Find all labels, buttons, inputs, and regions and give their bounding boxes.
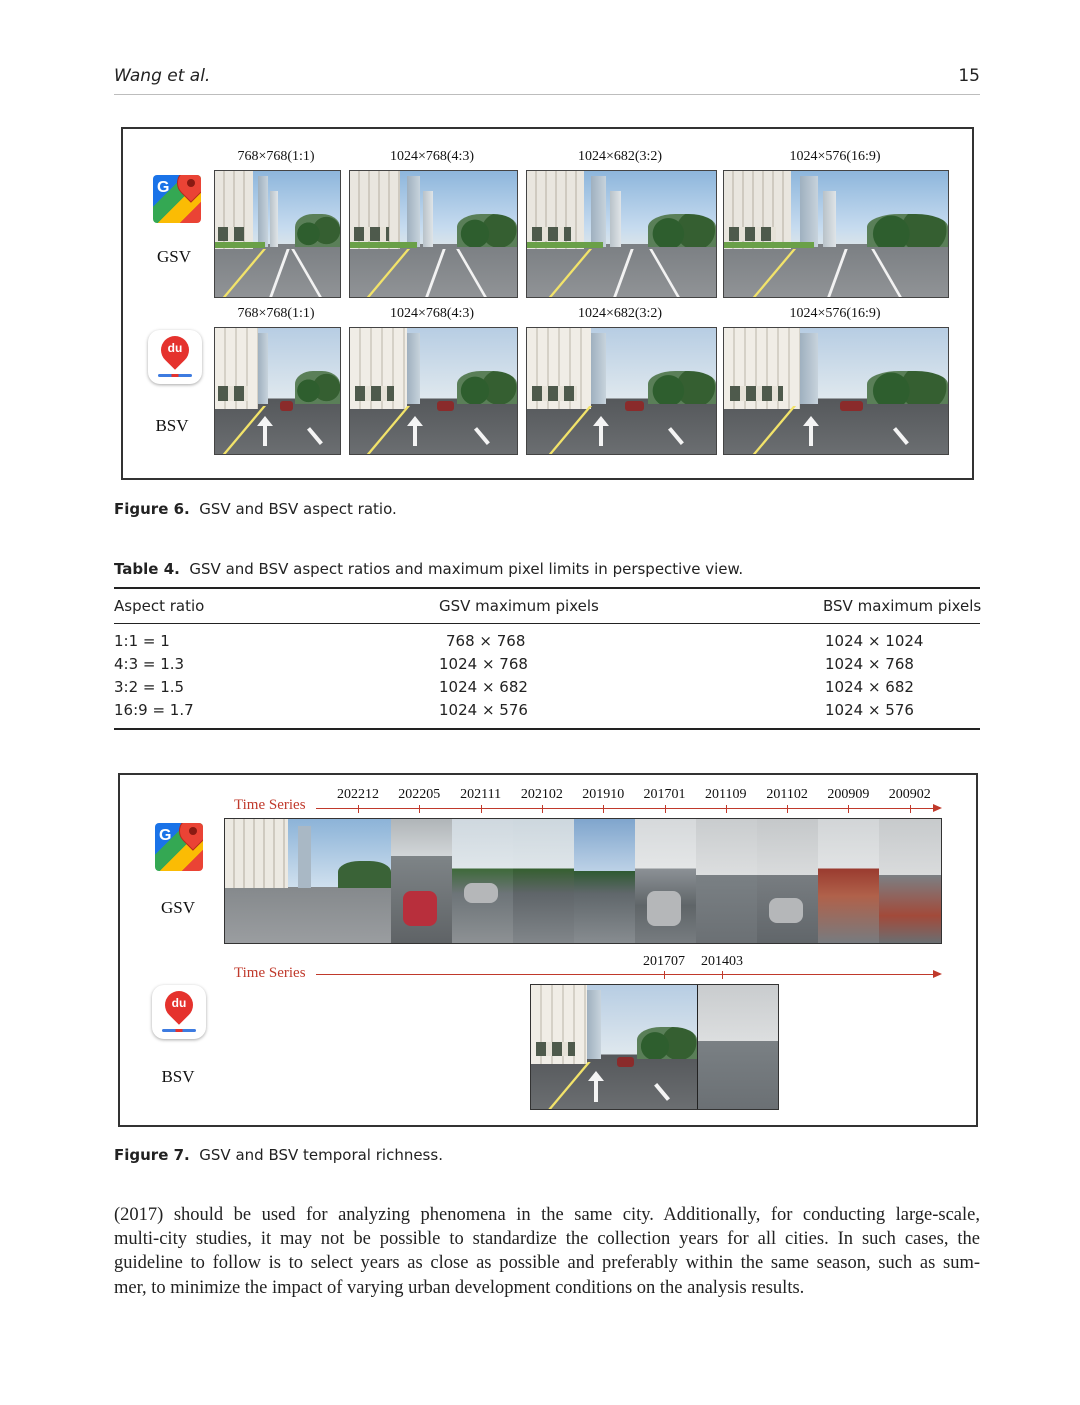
gsv-date-label: 200909 (827, 787, 870, 802)
gsv-date-tick (603, 805, 604, 813)
gsv-date-tick (419, 805, 420, 813)
table-header-gsv: GSV maximum pixels (439, 597, 599, 615)
table-cell: 1024 × 576 (439, 701, 528, 719)
figure-6-caption-label: Figure 6. (114, 500, 190, 518)
bsv-time-slice (531, 985, 698, 1109)
figure-7 (118, 773, 978, 1127)
gsv-date-tick (848, 805, 849, 813)
gsv-image-3x2 (526, 170, 717, 298)
bsv-ratio-label: 1024×576(16:9) (789, 306, 881, 321)
gsv-time-series-label: Time Series (234, 797, 306, 813)
table-cell: 1024 × 768 (825, 655, 914, 673)
bsv-image-3x2 (526, 327, 717, 455)
gsv-time-slice (574, 819, 636, 943)
table-top-rule (114, 587, 980, 589)
table-cell: 1024 × 576 (825, 701, 914, 719)
gsv-date-label: 202102 (520, 787, 563, 802)
table-cell: 16:9 = 1.7 (114, 701, 194, 719)
table-cell: 1024 × 682 (439, 678, 528, 696)
body-line: guideline to follow is to select years as close as possible and preferably within the same season, such as sum- (114, 1253, 980, 1274)
table-4-caption (114, 560, 743, 578)
gsv-time-slice (391, 819, 453, 943)
gsv-label: GSV (160, 898, 195, 917)
figure-6-caption (114, 500, 397, 518)
running-header-author: Wang et al. (114, 66, 211, 86)
bsv-label: BSV (155, 416, 189, 435)
google-maps-icon: G (153, 175, 201, 223)
gsv-image-4x3 (349, 170, 518, 298)
figure-7-caption-text: GSV and BSV temporal richness. (199, 1146, 443, 1164)
body-line: mer, to minimize the impact of varying urban development conditions on the analysis results. (114, 1277, 805, 1298)
table-cell: 1024 × 768 (439, 655, 528, 673)
gsv-ratio-label: 768×768(1:1) (237, 149, 315, 164)
bsv-timeline-axis (316, 974, 940, 975)
table-header-bsv: BSV maximum pixels (823, 597, 982, 615)
gsv-date-label: 201102 (766, 787, 808, 802)
figure-7-caption-label: Figure 7. (114, 1146, 190, 1164)
gsv-image-16x9 (723, 170, 949, 298)
bsv-image-1x1 (214, 327, 341, 455)
table-bottom-rule (114, 728, 980, 730)
gsv-ratio-label: 1024×682(3:2) (577, 149, 663, 164)
gsv-date-label: 201910 (582, 787, 625, 802)
gsv-date-tick (726, 805, 727, 813)
running-header (114, 66, 980, 95)
gsv-temporal-strip (224, 818, 942, 944)
bsv-ratio-label: 1024×768(4:3) (389, 306, 475, 321)
table-header-aspect-ratio: Aspect ratio (114, 597, 205, 615)
bsv-temporal-strip (530, 984, 779, 1110)
figure-7-caption (114, 1146, 443, 1164)
bsv-time-series-label: Time Series (234, 965, 306, 981)
bsv-date-label: 201707 (643, 954, 685, 969)
bsv-label: BSV (161, 1067, 195, 1086)
gsv-ratio-label: 1024×768(4:3) (389, 149, 475, 164)
gsv-date-tick (910, 805, 911, 813)
table-cell: 1:1 = 1 (114, 632, 170, 650)
gsv-label: GSV (156, 247, 191, 266)
gsv-time-slice (635, 819, 697, 943)
gsv-ratio-label: 1024×576(16:9) (789, 149, 881, 164)
gsv-image-1x1 (214, 170, 341, 298)
bsv-ratio-label: 1024×682(3:2) (577, 306, 663, 321)
gsv-date-tick (358, 805, 359, 813)
baidu-maps-icon: du (152, 985, 206, 1039)
gsv-date-label: 202205 (398, 787, 441, 802)
gsv-date-label: 202111 (460, 787, 502, 802)
bsv-ratio-label: 768×768(1:1) (237, 306, 315, 321)
table-cell: 1024 × 1024 (825, 632, 924, 650)
gsv-time-slice (452, 819, 514, 943)
body-paragraph (114, 1203, 980, 1300)
bsv-date-tick (722, 971, 723, 979)
table-cell: 768 × 768 (446, 632, 526, 650)
body-line: (2017) should be used for analyzing phenomena in the same city. Additionally, for conducting large-scale, (114, 1205, 980, 1225)
gsv-date-label: 200902 (888, 787, 931, 802)
gsv-date-label: 201701 (643, 787, 686, 802)
baidu-maps-icon: du (148, 330, 202, 384)
gsv-timeline-axis (316, 808, 940, 809)
google-maps-icon: G (155, 823, 203, 871)
bsv-image-4x3 (349, 327, 518, 455)
gsv-time-slice (513, 819, 575, 943)
gsv-date-tick (481, 805, 482, 813)
table-header-rule (114, 623, 980, 624)
gsv-time-slice (757, 819, 819, 943)
table-4-caption-label: Table 4. (114, 560, 180, 578)
gsv-time-slice (225, 819, 392, 943)
gsv-date-tick (542, 805, 543, 813)
gsv-time-slice (696, 819, 758, 943)
body-line: multi-city studies, it may not be possible to standardize the collection years for all cities. In such cases, the (114, 1229, 980, 1250)
figure-6-caption-text: GSV and BSV aspect ratio. (199, 500, 397, 518)
gsv-time-slice (879, 819, 941, 943)
table-4-caption-text: GSV and BSV aspect ratios and maximum pixel limits in perspective view. (189, 560, 744, 578)
gsv-time-slice (818, 819, 880, 943)
bsv-date-tick (664, 971, 665, 979)
gsv-date-label: 202212 (337, 787, 379, 802)
table-cell: 3:2 = 1.5 (114, 678, 185, 696)
table-cell: 1024 × 682 (825, 678, 914, 696)
gsv-date-tick (665, 805, 666, 813)
bsv-time-slice (698, 985, 778, 1109)
gsv-date-tick (787, 805, 788, 813)
page-number: 15 (958, 66, 980, 86)
bsv-image-16x9 (723, 327, 949, 455)
bsv-date-label: 201403 (701, 954, 743, 969)
table-cell: 4:3 = 1.3 (114, 655, 185, 673)
figure-6 (121, 127, 974, 480)
gsv-date-label: 201109 (705, 787, 747, 802)
